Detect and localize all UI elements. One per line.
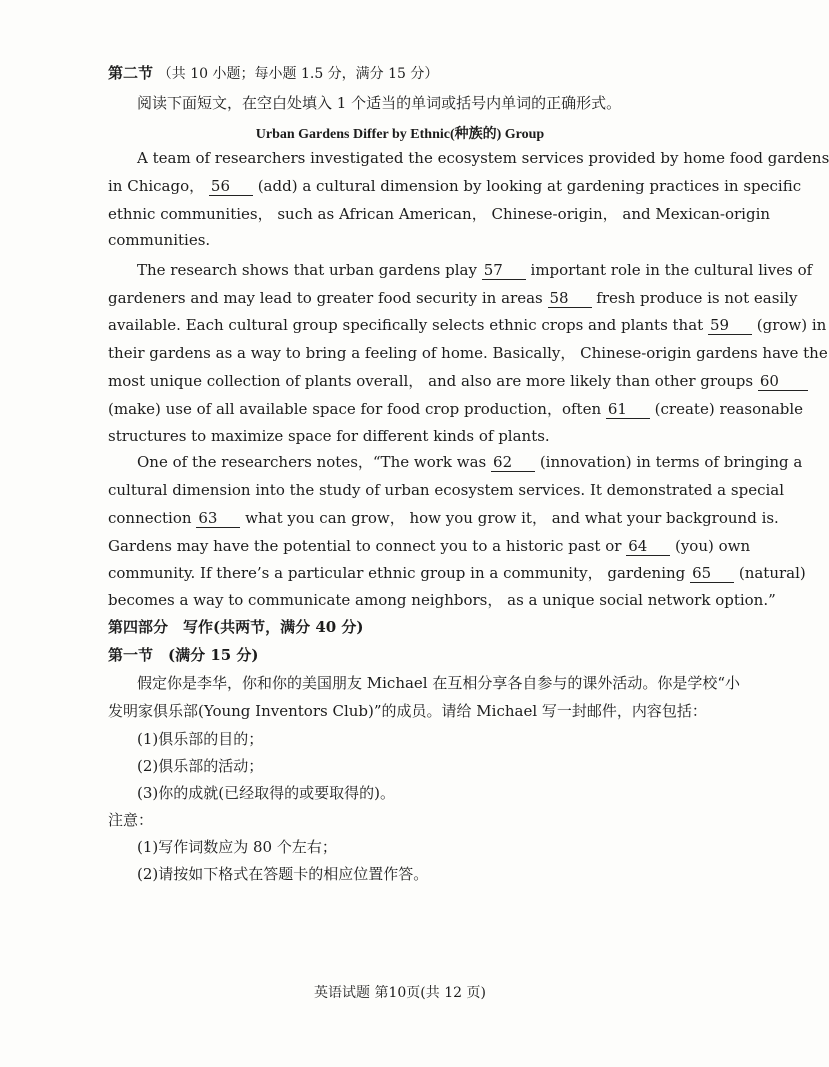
p3-line4-start: Gardens may have the potential to connect you to a historic past or (108, 537, 622, 555)
blank-64: 64 (626, 538, 670, 556)
p3-line5 (108, 563, 806, 583)
p3-line5-start: community. If there’s a particular ethnic group in a community， gardening (108, 564, 686, 582)
p2-line7: structures to maximize space for different kinds of plants. (108, 427, 550, 445)
note-2: (2)请按如下格式在答题卡的相应位置作答。 (137, 865, 429, 883)
blank-59: 59 (708, 317, 752, 335)
p2-line6-start: (make) use of all available space for food crop production，often (108, 400, 602, 418)
section2-heading: 第二节 (108, 64, 154, 82)
p2-line5 (108, 371, 779, 391)
part4-heading: 第四部分 写作(共两节，满分 40 分) (108, 618, 364, 636)
p2-line5-start: most unique collection of plants overall， and also are more likely than other groups (108, 372, 754, 390)
section2-meta: （共 10 小题；每小题 1.5 分，满分 15 分） (157, 66, 439, 82)
blank-63: 63 (196, 510, 240, 528)
p3-line6: becomes a way to communicate among neighbors， as a unique social network option.” (108, 591, 776, 609)
p1-line2-start: in Chicago， (108, 177, 205, 195)
p2-line2-start: gardeners and may lead to greater food security in areas (108, 289, 543, 307)
p3-line2: cultural dimension into the study of urban ecosystem services. It demonstrated a special (108, 481, 785, 499)
writing-prompt-line1: 假定你是李华，你和你的美国朋友 Michael 在互相分享各自参与的课外活动。你是学校“小 (137, 674, 741, 692)
prompt-item-3: (3)你的成就(已经取得的或要取得的)。 (137, 784, 395, 802)
p2-line3-start: available. Each cultural group specifically selects ethnic crops and plants that (108, 316, 704, 334)
p3-line5-end: (natural) (738, 564, 806, 582)
article-title: Urban Gardens Differ by Ethnic(种族的) Group (255, 127, 545, 142)
blank-58: 58 (548, 290, 592, 308)
note-label: 注意： (108, 811, 154, 829)
writing-prompt-line2: 发明家俱乐部(Young Inventors Club)”的成员。请给 Michael 写一封邮件，内容包括： (108, 702, 707, 720)
prompt-item-2: (2)俱乐部的活动； (137, 757, 264, 775)
page-footer: 英语试题 第10页(共 12 页) (314, 985, 486, 1001)
p3-line3-start: connection (108, 509, 192, 527)
prompt-item-1: (1)俱乐部的目的； (137, 730, 264, 748)
p2-line2 (108, 288, 798, 308)
p2-line1 (137, 260, 813, 280)
p1-line2 (108, 176, 802, 196)
p3-line3 (108, 508, 779, 528)
blank-61: 61 (606, 401, 650, 419)
section2-header (108, 63, 728, 84)
note-1: (1)写作词数应为 80 个左右； (137, 838, 337, 856)
p2-line6 (108, 399, 804, 419)
p2-line3 (108, 315, 827, 335)
p3-line1-end: (innovation) in terms of bringing a (539, 453, 803, 471)
blank-57: 57 (482, 262, 526, 280)
p2-line1-start: The research shows that urban gardens play (137, 261, 477, 279)
section2-instruction: 阅读下面短文，在空白处填入 1 个适当的单词或括号内单词的正确形式。 (137, 94, 622, 112)
blank-56: 56 (209, 178, 253, 196)
p3-line3-end: what you can grow， how you grow it， and what your background is. (245, 509, 779, 527)
p1-line1: A team of researchers investigated the ecosystem services provided by home food gardens (137, 149, 829, 167)
blank-62: 62 (491, 454, 535, 472)
p2-line6-end: (create) reasonable (654, 400, 804, 418)
blank-65: 65 (690, 565, 734, 583)
p1-line2-end: (add) a cultural dimension by looking at gardening practices in specific (257, 177, 802, 195)
p3-line1 (137, 452, 803, 472)
p2-line1-end: important role in the cultural lives of (530, 261, 813, 279)
p1-line4: communities. (108, 231, 211, 249)
blank-60: 60 (758, 373, 808, 391)
p1-line3: ethnic communities， such as African American， Chinese-origin， and Mexican-origin (108, 205, 771, 223)
p2-line4: their gardens as a way to bring a feeling of home. Basically， Chinese-origin gardens have the (108, 344, 828, 362)
p3-line4-end: (you) own (674, 537, 751, 555)
p3-line1-start: One of the researchers notes，“The work was (137, 453, 487, 471)
part4-section1-heading: 第一节 (满分 15 分) (108, 646, 259, 664)
p2-line3-end: (grow) in (756, 316, 827, 334)
p3-line4 (108, 536, 751, 556)
p2-line2-end: fresh produce is not easily (596, 289, 798, 307)
